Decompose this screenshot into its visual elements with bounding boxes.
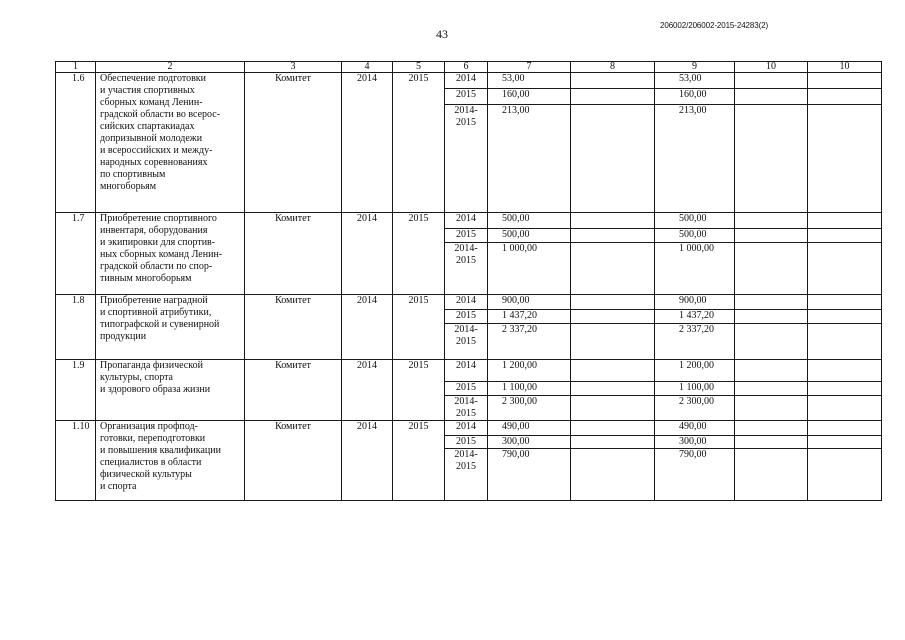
item-executor: Комитет — [245, 213, 342, 295]
amount-col8 — [571, 295, 655, 310]
amount-col9: 53,00 — [655, 73, 735, 89]
amount-col9: 1 000,00 — [655, 243, 735, 295]
amount-col9: 1 100,00 — [655, 382, 735, 396]
amount-col9: 1 200,00 — [655, 360, 735, 382]
period-year: 2014- 2015 — [445, 324, 488, 360]
period-year: 2014- 2015 — [445, 105, 488, 213]
period-year: 2015 — [445, 382, 488, 396]
amount-col7: 790,00 — [488, 449, 571, 501]
item-start-year: 2014 — [342, 295, 393, 360]
amount-col7: 300,00 — [488, 436, 571, 449]
amount-col7: 160,00 — [488, 89, 571, 105]
item-number: 1.6 — [56, 73, 96, 213]
table-row — [56, 295, 882, 310]
amount-col9: 213,00 — [655, 105, 735, 213]
period-year: 2014 — [445, 73, 488, 89]
period-year: 2014 — [445, 421, 488, 436]
amount-col8 — [571, 229, 655, 243]
amount-col8 — [571, 449, 655, 501]
amount-col7: 2 300,00 — [488, 396, 571, 421]
amount-col10 — [735, 295, 808, 310]
table-row — [56, 213, 882, 229]
amount-col9: 160,00 — [655, 89, 735, 105]
amount-col9: 500,00 — [655, 229, 735, 243]
item-start-year: 2014 — [342, 360, 393, 421]
period-year: 2014 — [445, 295, 488, 310]
header-cell: 1 — [56, 62, 96, 73]
amount-col9: 500,00 — [655, 213, 735, 229]
item-number: 1.7 — [56, 213, 96, 295]
header-cell: 5 — [393, 62, 445, 73]
item-end-year: 2015 — [393, 73, 445, 213]
header-row — [56, 62, 882, 73]
amount-col10b — [808, 243, 882, 295]
period-year: 2015 — [445, 229, 488, 243]
item-executor: Комитет — [245, 421, 342, 501]
amount-col8 — [571, 310, 655, 324]
item-name: Пропаганда физической культуры, спорта и здорового образа жизни — [96, 360, 245, 421]
document-code: 206002/206002-2015-24283(2) — [660, 21, 769, 30]
amount-col7: 2 337,20 — [488, 324, 571, 360]
header-cell: 6 — [445, 62, 488, 73]
amount-col10b — [808, 421, 882, 436]
budget-table — [55, 61, 882, 501]
amount-col7: 500,00 — [488, 213, 571, 229]
amount-col8 — [571, 89, 655, 105]
amount-col9: 2 300,00 — [655, 396, 735, 421]
amount-col10 — [735, 421, 808, 436]
item-executor: Комитет — [245, 73, 342, 213]
item-end-year: 2015 — [393, 213, 445, 295]
amount-col7: 1 200,00 — [488, 360, 571, 382]
header-cell: 10 — [808, 62, 882, 73]
amount-col8 — [571, 382, 655, 396]
header-cell: 7 — [488, 62, 571, 73]
header-cell: 10 — [735, 62, 808, 73]
item-start-year: 2014 — [342, 213, 393, 295]
amount-col7: 900,00 — [488, 295, 571, 310]
item-executor: Комитет — [245, 360, 342, 421]
amount-col7: 1 000,00 — [488, 243, 571, 295]
amount-col9: 490,00 — [655, 421, 735, 436]
period-year: 2015 — [445, 310, 488, 324]
page-number: 43 — [436, 27, 448, 41]
amount-col10 — [735, 229, 808, 243]
amount-col8 — [571, 360, 655, 382]
amount-col10 — [735, 73, 808, 89]
table-row — [56, 360, 882, 382]
amount-col8 — [571, 324, 655, 360]
amount-col10b — [808, 73, 882, 89]
amount-col10b — [808, 295, 882, 310]
amount-col8 — [571, 243, 655, 295]
amount-col8 — [571, 396, 655, 421]
amount-col10b — [808, 396, 882, 421]
header-cell: 2 — [96, 62, 245, 73]
amount-col10 — [735, 310, 808, 324]
amount-col9: 1 437,20 — [655, 310, 735, 324]
amount-col10b — [808, 382, 882, 396]
table-body — [56, 62, 882, 501]
amount-col8 — [571, 436, 655, 449]
amount-col10 — [735, 360, 808, 382]
amount-col7: 53,00 — [488, 73, 571, 89]
amount-col8 — [571, 213, 655, 229]
header-cell: 9 — [655, 62, 735, 73]
item-name: Приобретение спортивного инвентаря, оборудования и экипировки для спортив- ных сборных команд Ленин- градской области по спор- тивным многоборьям — [96, 213, 245, 295]
item-end-year: 2015 — [393, 360, 445, 421]
amount-col8 — [571, 105, 655, 213]
period-year: 2015 — [445, 89, 488, 105]
amount-col10 — [735, 436, 808, 449]
amount-col10 — [735, 324, 808, 360]
item-executor: Комитет — [245, 295, 342, 360]
amount-col10b — [808, 105, 882, 213]
amount-col10 — [735, 213, 808, 229]
table-row — [56, 73, 882, 89]
period-year: 2014- 2015 — [445, 243, 488, 295]
item-name: Приобретение наградной и спортивной атрибутики, типографской и сувенирной продукции — [96, 295, 245, 360]
amount-col8 — [571, 73, 655, 89]
header-cell: 3 — [245, 62, 342, 73]
amount-col7: 500,00 — [488, 229, 571, 243]
amount-col9: 790,00 — [655, 449, 735, 501]
item-start-year: 2014 — [342, 421, 393, 501]
amount-col7: 490,00 — [488, 421, 571, 436]
item-start-year: 2014 — [342, 73, 393, 213]
amount-col9: 300,00 — [655, 436, 735, 449]
table-row — [56, 421, 882, 436]
item-name: Организация профпод- готовки, переподготовки и повышения квалификации специалистов в области физической культуры и спорта — [96, 421, 245, 501]
amount-col9: 900,00 — [655, 295, 735, 310]
amount-col10 — [735, 396, 808, 421]
item-number: 1.10 — [56, 421, 96, 501]
amount-col10 — [735, 89, 808, 105]
period-year: 2014 — [445, 360, 488, 382]
header-cell: 4 — [342, 62, 393, 73]
header-cell: 8 — [571, 62, 655, 73]
amount-col10 — [735, 243, 808, 295]
amount-col10b — [808, 310, 882, 324]
period-year: 2014- 2015 — [445, 449, 488, 501]
amount-col10b — [808, 324, 882, 360]
amount-col8 — [571, 421, 655, 436]
period-year: 2014 — [445, 213, 488, 229]
amount-col10b — [808, 436, 882, 449]
amount-col10b — [808, 89, 882, 105]
item-end-year: 2015 — [393, 295, 445, 360]
item-number: 1.9 — [56, 360, 96, 421]
amount-col10b — [808, 229, 882, 243]
amount-col7: 213,00 — [488, 105, 571, 213]
period-year: 2015 — [445, 436, 488, 449]
amount-col10 — [735, 382, 808, 396]
amount-col7: 1 100,00 — [488, 382, 571, 396]
item-number: 1.8 — [56, 295, 96, 360]
amount-col10 — [735, 449, 808, 501]
amount-col7: 1 437,20 — [488, 310, 571, 324]
period-year: 2014- 2015 — [445, 396, 488, 421]
amount-col10b — [808, 449, 882, 501]
item-name: Обеспечение подготовки и участия спортивных сборных команд Ленин- градской области во всерос- сийских спартакиадах допризывной молодежи и всероссийских и между- народных соревнованиях по спортивным многоборьям — [96, 73, 245, 213]
amount-col10b — [808, 360, 882, 382]
amount-col10b — [808, 213, 882, 229]
amount-col10 — [735, 105, 808, 213]
item-end-year: 2015 — [393, 421, 445, 501]
amount-col9: 2 337,20 — [655, 324, 735, 360]
